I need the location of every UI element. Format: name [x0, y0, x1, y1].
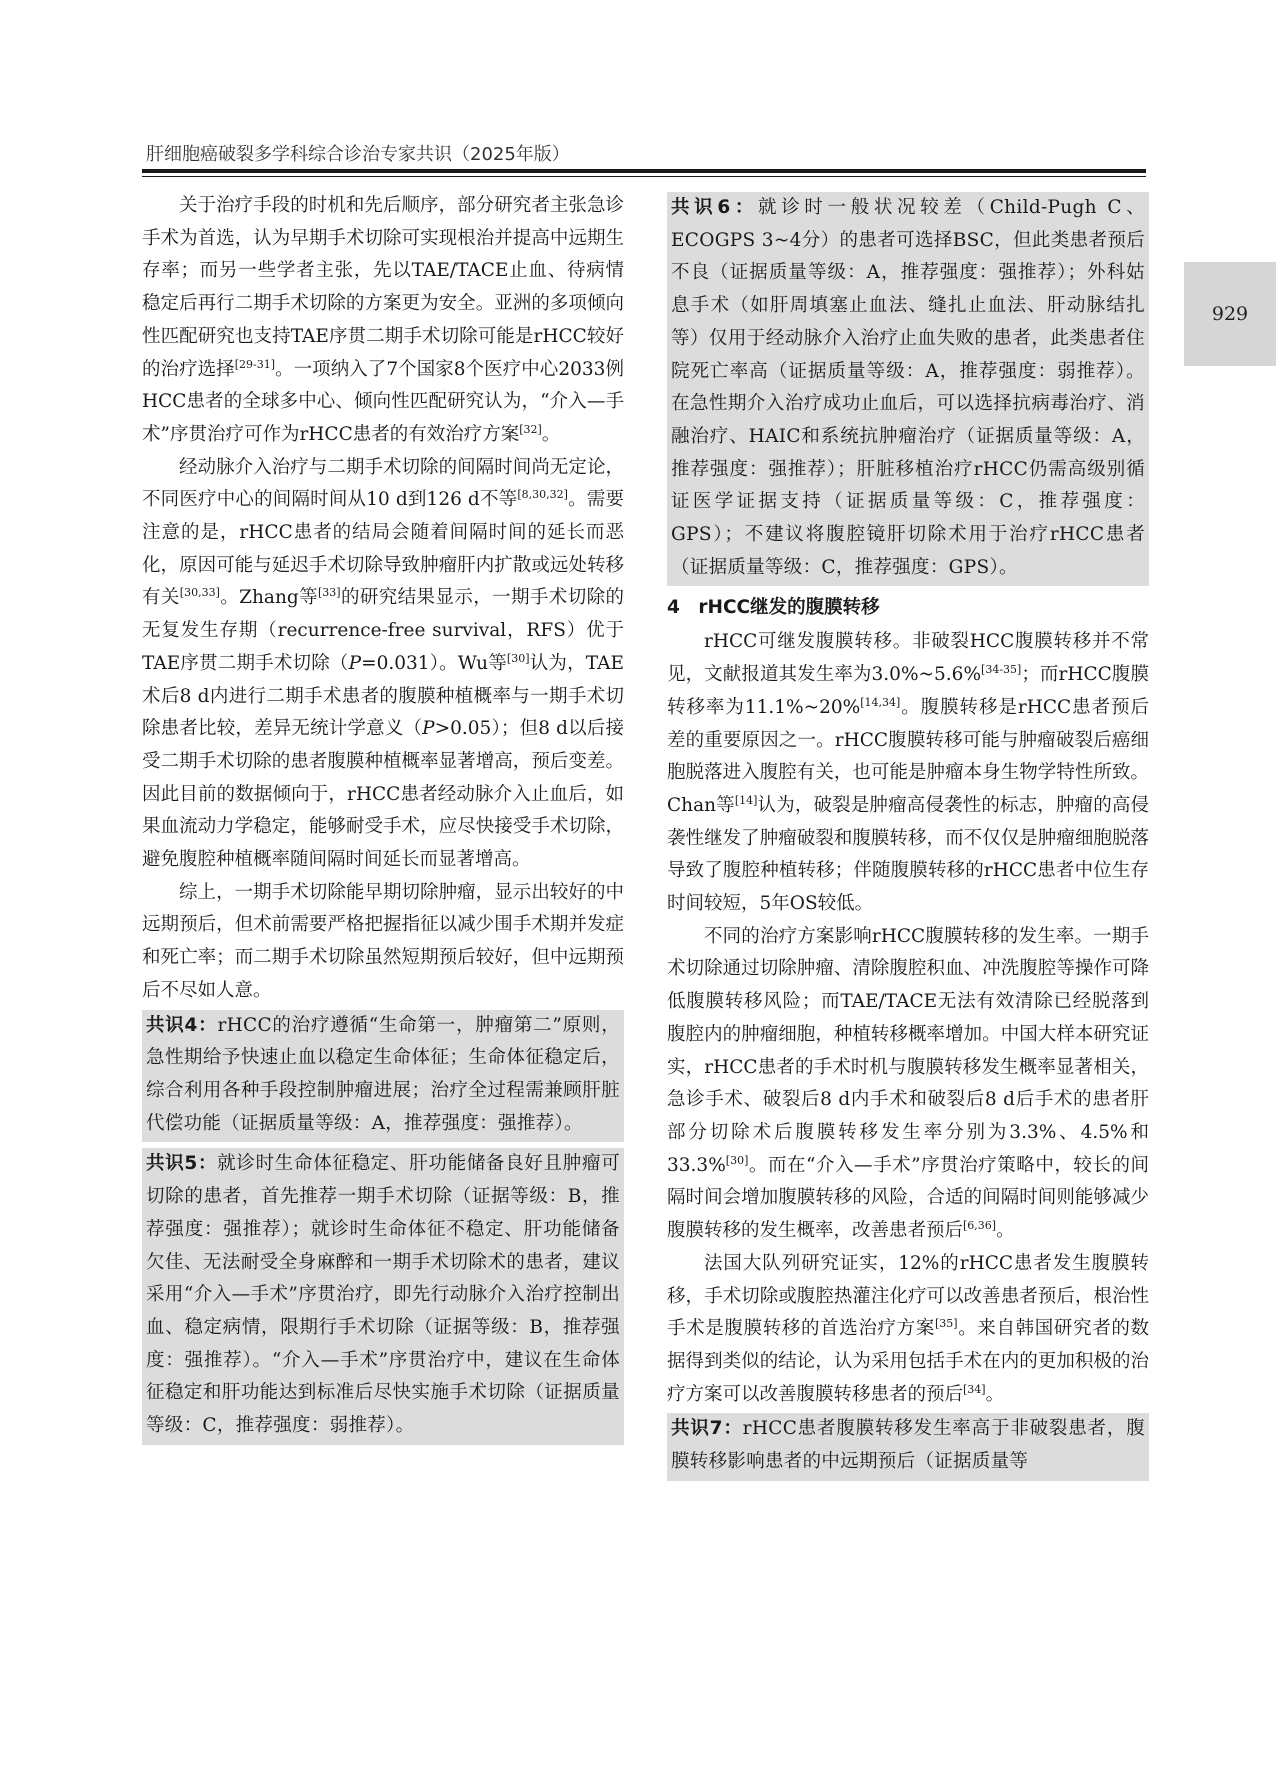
- citation: [33]: [318, 586, 341, 600]
- consensus-box-6: [667, 192, 1149, 586]
- citation: [14]: [734, 793, 758, 807]
- citation: [8,30,32]: [517, 488, 568, 502]
- p-value-symbol: P: [348, 652, 362, 674]
- citation: [6,36]: [963, 1218, 997, 1232]
- paragraph: 不同的治疗方案影响rHCC腹膜转移的发生率。一期手术切除通过切除肿瘤、清除腹腔积血、冲洗腹腔等操作可降低腹膜转移风险；而TAE/TACE无法有效清除已经脱落到腹腔内的肿瘤细胞，种植转移概率增加。中国大样本研究证实，rHCC患者的手术时机与腹膜转移发生概率显著相关，急诊手术、破裂后8 d内手术和破裂后8 d后手术的患者肝部分切除术后腹膜转移发生率分别为3.3%、4.5%和33.3%[30]。而在“介入—手术”序贯治疗策略中，较长的间隔时间会增加腹膜转移的风险，合适的间隔时间则能够减少腹膜转移的发生概率，改善患者预后[6,36]。: [667, 925, 1149, 1242]
- consensus-box-4: [142, 1010, 624, 1143]
- consensus-text: 就诊时生命体征稳定、肝功能储备良好且肿瘤可切除的患者，首先推荐一期手术切除（证据等级：B，推荐强度：强推荐）；就诊时生命体征不稳定、肝功能储备欠佳、无法耐受全身麻醉和一期手术切除术的患者，建议采用“介入—手术”序贯治疗，即先行动脉介入治疗控制出血、稳定病情，限期行手术切除（证据等级：B，推荐强度：强推荐）。“介入—手术”序贯治疗中，建议在生命体征稳定和肝功能达到标准后尽快实施手术切除（证据质量等级：C，推荐强度：弱推荐）。: [146, 1153, 620, 1437]
- citation: [29-31]: [234, 357, 276, 371]
- citation: [14,34]: [860, 695, 901, 709]
- consensus-box-7: [667, 1413, 1149, 1480]
- consensus-text: rHCC的治疗遵循“生命第一，肿瘤第二”原则，急性期给予快速止血以稳定生命体征；生命体征稳定后，综合利用各种手段控制肿瘤进展；治疗全过程需兼顾肝脏代偿功能（证据质量等级：A，推荐强度：强推荐）。: [146, 1014, 620, 1134]
- header-rule-thick: [142, 169, 1146, 173]
- p-value-symbol: P: [422, 718, 435, 740]
- paragraph: rHCC可继发腹膜转移。非破裂HCC腹膜转移并不常见，文献报道其发生率为3.0%~5.6%[34-35]；而rHCC腹膜转移率为11.1%~20%[14,34]。腹膜转移是rHCC患者预后差的重要原因之一。rHCC腹膜转移可能与肿瘤破裂后癌细胞脱落进入腹腔有关，也可能是肿瘤本身生物学特性所致。Chan等[14]认为，破裂是肿瘤高侵袭性的标志，肿瘤的高侵袭性继发了肿瘤破裂和腹膜转移，而不仅仅是肿瘤细胞脱落导致了腹腔种植转移；伴随腹膜转移的rHCC患者中位生存时间较短，5年OS较低。: [667, 631, 1149, 915]
- paragraph: 综上，一期手术切除能早期切除肿瘤，显示出较好的中远期预后，但术前需要严格把握指征以减少围手术期并发症和死亡率；而二期手术切除虽然短期预后较好，但中远期预后不尽如人意。: [142, 881, 624, 1001]
- page-number-tab: [1184, 262, 1276, 366]
- citation: [34]: [963, 1382, 986, 1396]
- left-column: [142, 190, 624, 1451]
- citation: [34-35]: [981, 662, 1022, 676]
- consensus-text: 就诊时一般状况较差（Child-Pugh C、ECOGPS 3~4分）的患者可选择BSC，但此类患者预后不良（证据质量等级：A，推荐强度：强推荐）；外科姑息手术（如肝周填塞止血法、缝扎止血法、肝动脉结扎等）仅用于经动脉介入治疗止血失败的患者，此类患者住院死亡率高（证据质量等级：A，推荐强度：弱推荐）。在急性期介入治疗成功止血后，可以选择抗病毒治疗、消融治疗、HAIC和系统抗肿瘤治疗（证据质量等级：A，推荐强度：强推荐）；肝脏移植治疗rHCC仍需高级别循证医学证据支持（证据质量等级：C，推荐强度：GPS）；不建议将腹腔镜肝切除术用于治疗rHCC患者（证据质量等级：C，推荐强度：GPS）。: [671, 197, 1145, 578]
- citation: [30,33]: [179, 586, 220, 600]
- right-column: [667, 190, 1149, 1487]
- consensus-label: 共识6：: [671, 197, 759, 218]
- section-heading: 4 rHCC继发的腹膜转移: [667, 597, 880, 619]
- consensus-label: 共识5：: [146, 1153, 218, 1175]
- page-number: 929: [1211, 303, 1249, 325]
- citation: [32]: [519, 422, 542, 436]
- citation: [35]: [934, 1317, 958, 1331]
- consensus-label: 共识4：: [146, 1014, 218, 1036]
- running-title: 肝细胞癌破裂多学科综合诊治专家共识（2025年版）: [146, 144, 570, 165]
- paragraph: 经动脉介入治疗与二期手术切除的间隔时间尚无定论，不同医疗中心的间隔时间从10 d到126 d不等[8,30,32]。需要注意的是，rHCC患者的结局会随着间隔时间的延长而恶化，原因可能与延迟手术切除导致肿瘤肝内扩散或远处转移有关[30,33]。Zhang等[33]的研究结果显示，一期手术切除的无复发生存期（recurrence-free survival，RFS）优于TAE序贯二期手术切除（P=0.031）。Wu等[30]认为，TAE术后8 d内进行二期手术患者的腹膜种植概率与一期手术切除患者比较，差异无统计学意义（P>0.05）；但8 d以后接受二期手术切除的患者腹膜种植概率显著增高，预后变差。因此目前的数据倾向于，rHCC患者经动脉介入止血后，如果血流动力学稳定，能够耐受手术，应尽快接受手术切除，避免腹腔种植概率随间隔时间延长而显著增高。: [142, 456, 624, 871]
- header-rule-thin: [142, 176, 1146, 177]
- citation: [30]: [725, 1153, 749, 1167]
- consensus-box-5: [142, 1148, 624, 1444]
- paragraph: 法国大队列研究证实，12%的rHCC患者发生腹膜转移，手术切除或腹腔热灌注化疗可以改善患者预后，根治性手术是腹膜转移的首选治疗方案[35]。来自韩国研究者的数据得到类似的结论，认为采用包括手术在内的更加积极的治疗方案可以改善腹膜转移患者的预后[34]。: [667, 1252, 1149, 1405]
- citation: [30]: [506, 651, 530, 665]
- consensus-text: rHCC患者腹膜转移发生率高于非破裂患者，腹膜转移影响患者的中远期预后（证据质量等: [671, 1418, 1145, 1473]
- paragraph: 关于治疗手段的时机和先后顺序，部分研究者主张急诊手术为首选，认为早期手术切除可实现根治并提高中远期生存率；而另一些学者主张，先以TAE/TACE止血、待病情稳定后再行二期手术切除的方案更为安全。亚洲的多项倾向性匹配研究也支持TAE序贯二期手术切除可能是rHCC较好的治疗选择[29-31]。一项纳入了7个国家8个医疗中心2033例HCC患者的全球多中心、倾向性匹配研究认为，“介入—手术”序贯治疗可作为rHCC患者的有效治疗方案[32]。: [142, 195, 624, 445]
- consensus-label: 共识7：: [671, 1418, 743, 1440]
